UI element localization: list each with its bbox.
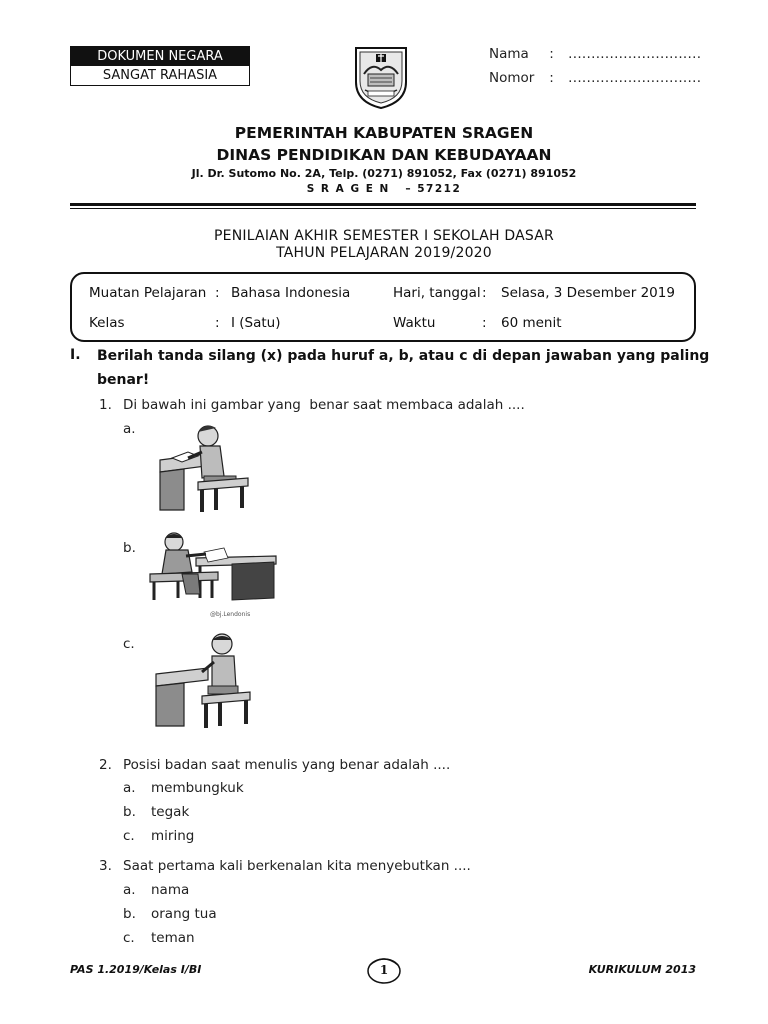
exam-info-box [70,272,696,342]
sragen-emblem-logo [350,44,412,110]
subject-sep: : [215,285,220,301]
footer-code: PAS 1.2019/Kelas I/BI [70,963,202,976]
q2-option-a-text[interactable]: membungkuk [151,780,244,796]
q2-option-a-letter[interactable]: a. [123,780,136,796]
day-value: Selasa, 3 Desember 2019 [501,285,675,301]
question-3-number: 3. [99,858,112,874]
footer-curriculum: KURIKULUM 2013 [588,963,696,976]
letterhead-department: DINAS PENDIDIKAN DAN KEBUDAYAAN [216,146,552,164]
letterhead-rule-thick [70,203,696,206]
name-field[interactable]: Nama : ............................. [489,46,702,62]
section-number: I. [70,347,81,363]
q2-option-b-text[interactable]: tegak [151,804,190,820]
subject-label: Muatan Pelajaran [89,285,207,301]
class-sep: : [215,315,220,331]
q3-option-b-text[interactable]: orang tua [151,906,217,922]
question-3-text: Saat pertama kali berkenalan kita menyebutkan .... [123,858,471,874]
letterhead-government: PEMERINTAH KABUPATEN SRAGEN [234,124,534,142]
day-label: Hari, tanggal [393,285,481,301]
stamp-dokumen-negara: DOKUMEN NEGARA [70,46,250,66]
page-number: 1 [379,963,389,977]
day-sep: : [482,285,487,301]
reading-posture-image-b [148,528,282,608]
question-2-number: 2. [99,757,112,773]
number-field[interactable]: Nomor : ............................. [489,70,702,86]
section-instruction-line2: benar! [97,372,150,388]
exam-year: TAHUN PELAJARAN 2019/2020 [276,245,492,261]
exam-title: PENILAIAN AKHIR SEMESTER I SEKOLAH DASAR [214,228,554,244]
q3-option-c-letter[interactable]: c. [123,930,135,946]
q3-option-a-letter[interactable]: a. [123,882,136,898]
question-2-text: Posisi badan saat menulis yang benar adalah .... [123,757,451,773]
q2-option-c-text[interactable]: miring [151,828,195,844]
subject-value: Bahasa Indonesia [231,285,351,301]
class-label: Kelas [89,315,125,331]
q1-option-b-letter[interactable]: b. [123,540,136,556]
letterhead-address: Jl. Dr. Sutomo No. 2A, Telp. (0271) 891052, Fax (0271) 891052 [191,167,577,180]
letterhead-rule-thin [70,208,696,209]
time-label: Waktu [393,315,436,331]
class-value: I (Satu) [231,315,281,331]
reading-posture-image-a [154,418,254,516]
q1-option-a-letter[interactable]: a. [123,421,136,437]
classification-stamp [70,46,250,86]
q3-option-b-letter[interactable]: b. [123,906,136,922]
time-value: 60 menit [501,315,562,331]
question-1-text: Di bawah ini gambar yang benar saat membaca adalah .... [123,397,525,413]
q1-option-c-letter[interactable]: c. [123,636,135,652]
letterhead-city: S R A G E N – 57212 [306,183,462,195]
question-1-number: 1. [99,397,112,413]
reading-posture-image-c [150,630,258,734]
q2-option-b-letter[interactable]: b. [123,804,136,820]
stamp-sangat-rahasia: SANGAT RAHASIA [70,66,250,86]
q2-option-c-letter[interactable]: c. [123,828,135,844]
q3-option-a-text[interactable]: nama [151,882,190,898]
q3-option-c-text[interactable]: teman [151,930,195,946]
time-sep: : [482,315,487,331]
image-credit: @bj.Lendonis [210,611,251,618]
section-instruction-line1: Berilah tanda silang (x) pada huruf a, b, atau c di depan jawaban yang paling [97,348,710,364]
